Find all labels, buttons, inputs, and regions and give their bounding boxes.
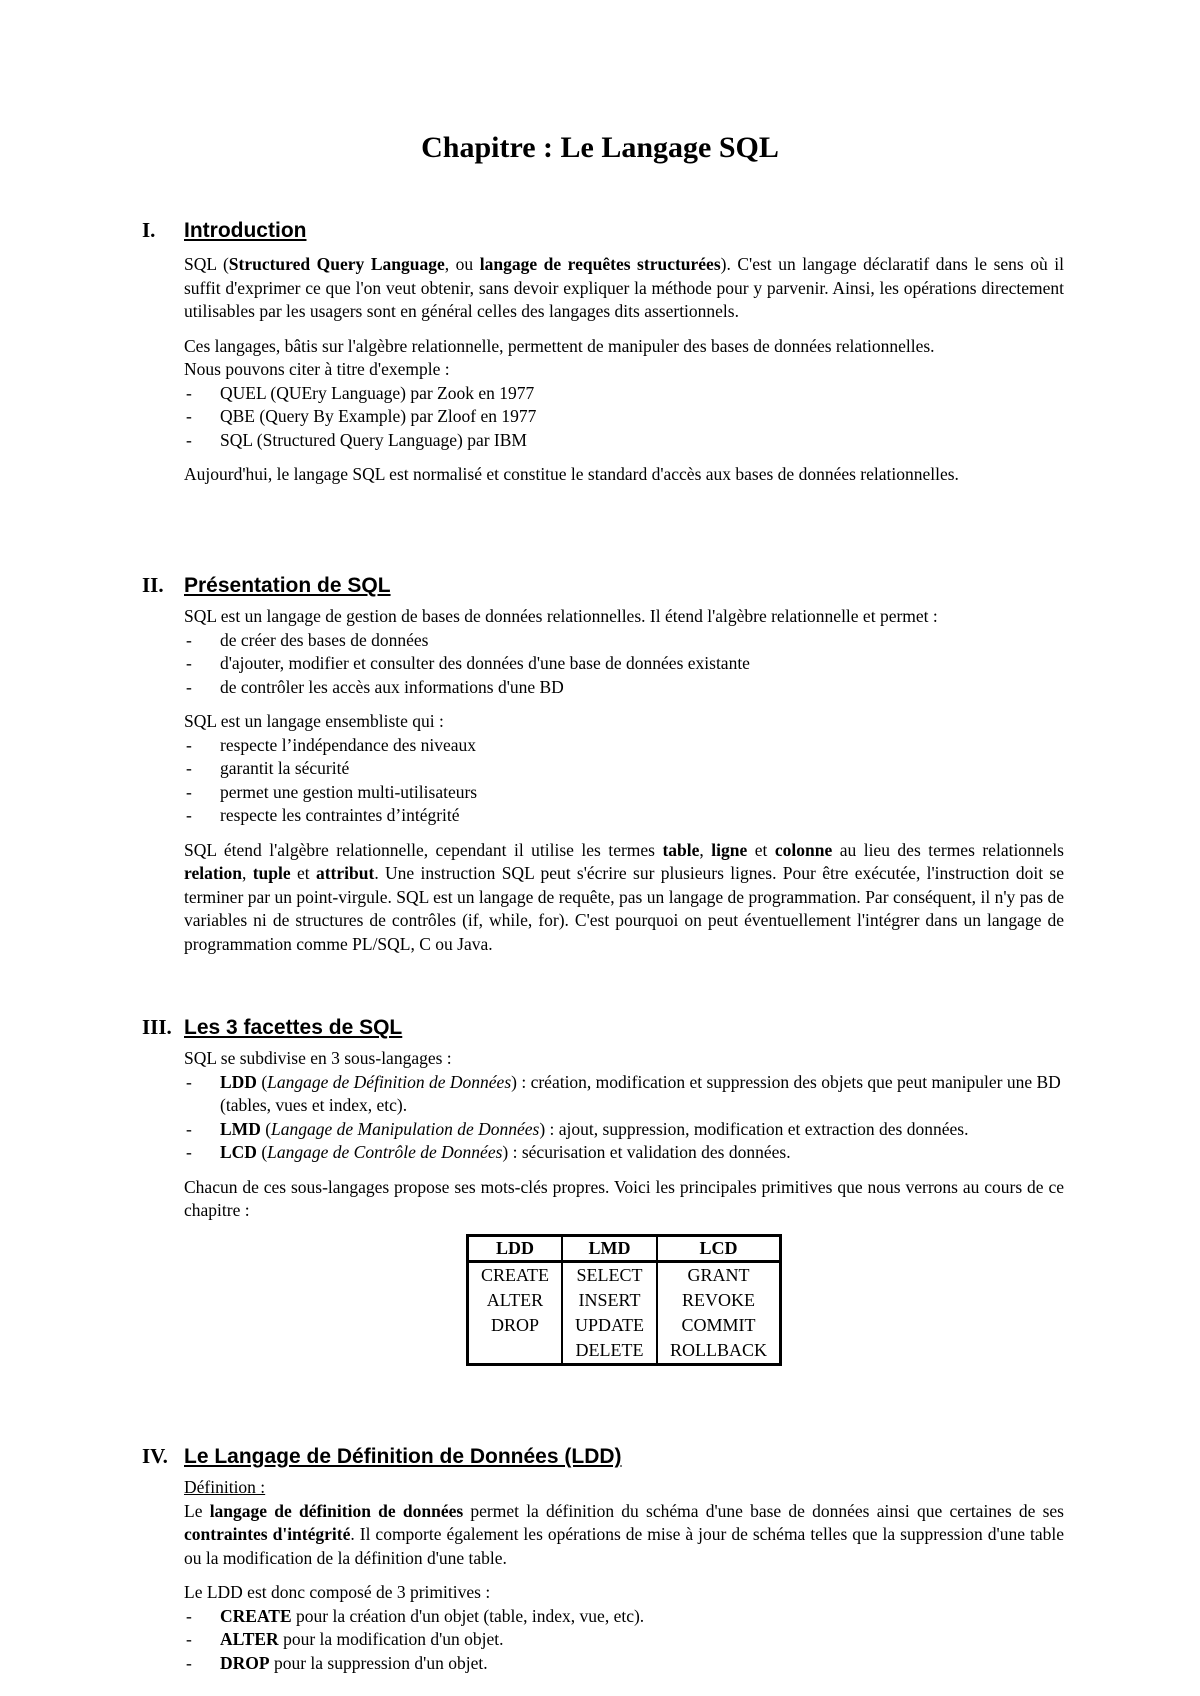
section-number: II. (142, 573, 164, 597)
section-heading-presentation (142, 573, 391, 598)
list-item: - QUEL (QUEry Language) par Zook en 1977 (184, 382, 1064, 406)
table-header-row (467, 1235, 780, 1261)
table-header-cell: LMD (562, 1235, 657, 1261)
list-item: - LDD (Langage de Définition de Données) : création, modification et suppression des objets que peut manipuler une BD (tables, vues et index, etc). (184, 1071, 1064, 1118)
list-item: - QBE (Query By Example) par Zloof en 1977 (184, 405, 1064, 429)
list-item: - garantit la sécurité (184, 757, 1064, 781)
list-item: - de contrôler les accès aux informations d'une BD (184, 676, 1064, 700)
section-heading-ldd (142, 1444, 622, 1469)
table-cell (467, 1338, 562, 1365)
list-item: - LCD (Langage de Contrôle de Données) : sécurisation et validation des données. (184, 1141, 1064, 1165)
primitives-lead: Le LDD est donc composé de 3 primitives : (184, 1582, 491, 1602)
definition-label: Définition : (184, 1477, 266, 1497)
section-title: Le Langage de Définition de Données (LDD) (184, 1445, 622, 1468)
list-item: - SQL (Structured Query Language) par IBM (184, 429, 1064, 453)
list-item: - CREATE pour la création d'un objet (table, index, vue, etc). (184, 1605, 1064, 1629)
subdivision-paragraph: SQL se subdivise en 3 sous-langages : (184, 1048, 452, 1068)
primitives-table (466, 1234, 782, 1366)
ldd-primitives-list (184, 1605, 1064, 1676)
table-cell: INSERT (562, 1288, 657, 1313)
list-item: - de créer des bases de données (184, 629, 1064, 653)
list-item: - respecte les contraintes d’intégrité (184, 804, 1064, 828)
section-heading-facettes (142, 1015, 402, 1040)
table-cell: DROP (467, 1313, 562, 1338)
languages-paragraph: Ces langages, bâtis sur l'algèbre relationnelle, permettent de manipuler des bases de données relationnelles. (184, 335, 935, 356)
presentation-paragraph: SQL est un langage de gestion de bases de données relationnelles. Il étend l'algèbre relationnelle et permet : (184, 606, 938, 626)
page-title: Chapitre : Le Langage SQL (421, 131, 779, 164)
table-row (467, 1261, 780, 1288)
section-title: Les 3 facettes de SQL (184, 1016, 403, 1039)
list-item: - d'ajouter, modifier et consulter des données d'une base de données existante (184, 652, 1064, 676)
section-body-facettes (184, 1047, 1064, 1366)
table-cell: COMMIT (657, 1313, 781, 1338)
standard-paragraph: Aujourd'hui, le langage SQL est normalisé et constitue le standard d'accès aux bases de données relationnelles. (184, 464, 959, 484)
list-item: - permet une gestion multi-utilisateurs (184, 781, 1064, 805)
section-title: Présentation de SQL (184, 574, 391, 597)
table-cell: GRANT (657, 1261, 781, 1288)
table-row (467, 1338, 780, 1365)
languages-list (184, 382, 1064, 453)
table-cell: ROLLBACK (657, 1338, 781, 1365)
list-item: - ALTER pour la modification d'un objet. (184, 1628, 1064, 1652)
examples-lead: Nous pouvons citer à titre d'exemple : (184, 359, 450, 379)
table-row (467, 1313, 780, 1338)
sublanguages-list (184, 1071, 1064, 1165)
section-body-ldd (184, 1476, 1064, 1686)
table-header-cell: LDD (467, 1235, 562, 1261)
ensembliste-paragraph: SQL est un langage ensembliste qui : (184, 711, 444, 731)
list-item: - DROP pour la suppression d'un objet. (184, 1652, 1064, 1676)
properties-list (184, 734, 1064, 828)
section-number: I. (142, 218, 156, 242)
table-cell: CREATE (467, 1261, 562, 1288)
definition-paragraph: Le langage de définition de données permet la définition du schéma d'une base de données ainsi que certaines de ses contraintes d'intégrité. Il comporte également les opérations de mise à jour de schéma telles que la suppression d'une table ou la modification de la définition d'une table. (184, 1500, 1064, 1568)
list-item: - LMD (Langage de Manipulation de Données) : ajout, suppression, modification et extraction des données. (184, 1118, 1064, 1142)
primitives-paragraph: Chacun de ces sous-langages propose ses mots-clés propres. Voici les principales primitives que nous verrons au cours de ce chapitre : (184, 1176, 1064, 1220)
table-cell: SELECT (562, 1261, 657, 1288)
section-title: Introduction (184, 219, 307, 242)
intro-paragraph: SQL (Structured Query Language, ou langage de requêtes structurées). C'est un langage déclaratif dans le sens où il suffit d'exprimer ce que l'on veut obtenir, sans devoir expliquer la méthode pour y parvenir. Ainsi, les opérations directement utilisables par les usagers sont en général celles des langages dits assertionnels. (184, 254, 1065, 321)
section-body-presentation (184, 605, 1064, 967)
table-row (467, 1288, 780, 1313)
section-number: III. (142, 1015, 172, 1039)
section-number: IV. (142, 1444, 168, 1468)
section-heading-introduction (142, 218, 306, 243)
table-cell: DELETE (562, 1338, 657, 1365)
table-cell: ALTER (467, 1288, 562, 1313)
capabilities-list (184, 629, 1064, 700)
terms-paragraph: SQL étend l'algèbre relationnelle, cependant il utilise les termes table, ligne et colonne au lieu des termes relationnels relation, tuple et attribut. Une instruction SQL peut s'écrire sur plusieurs lignes. Pour être exécutée, l'instruction doit se terminer par un point-virgule. SQL est un langage de requête, pas un langage de programmation. Par conséquent, il n'y pas de variables ni de structures de contrôles (if, while, for). C'est pourquoi on peut éventuellement l'intégrer dans un langage de programmation comme PL/SQL, C ou Java. (184, 839, 1064, 954)
table-cell: UPDATE (562, 1313, 657, 1338)
table-header-cell: LCD (657, 1235, 781, 1261)
table-cell: REVOKE (657, 1288, 781, 1313)
list-item: - respecte l’indépendance des niveaux (184, 734, 1064, 758)
section-body-introduction (184, 253, 1064, 498)
